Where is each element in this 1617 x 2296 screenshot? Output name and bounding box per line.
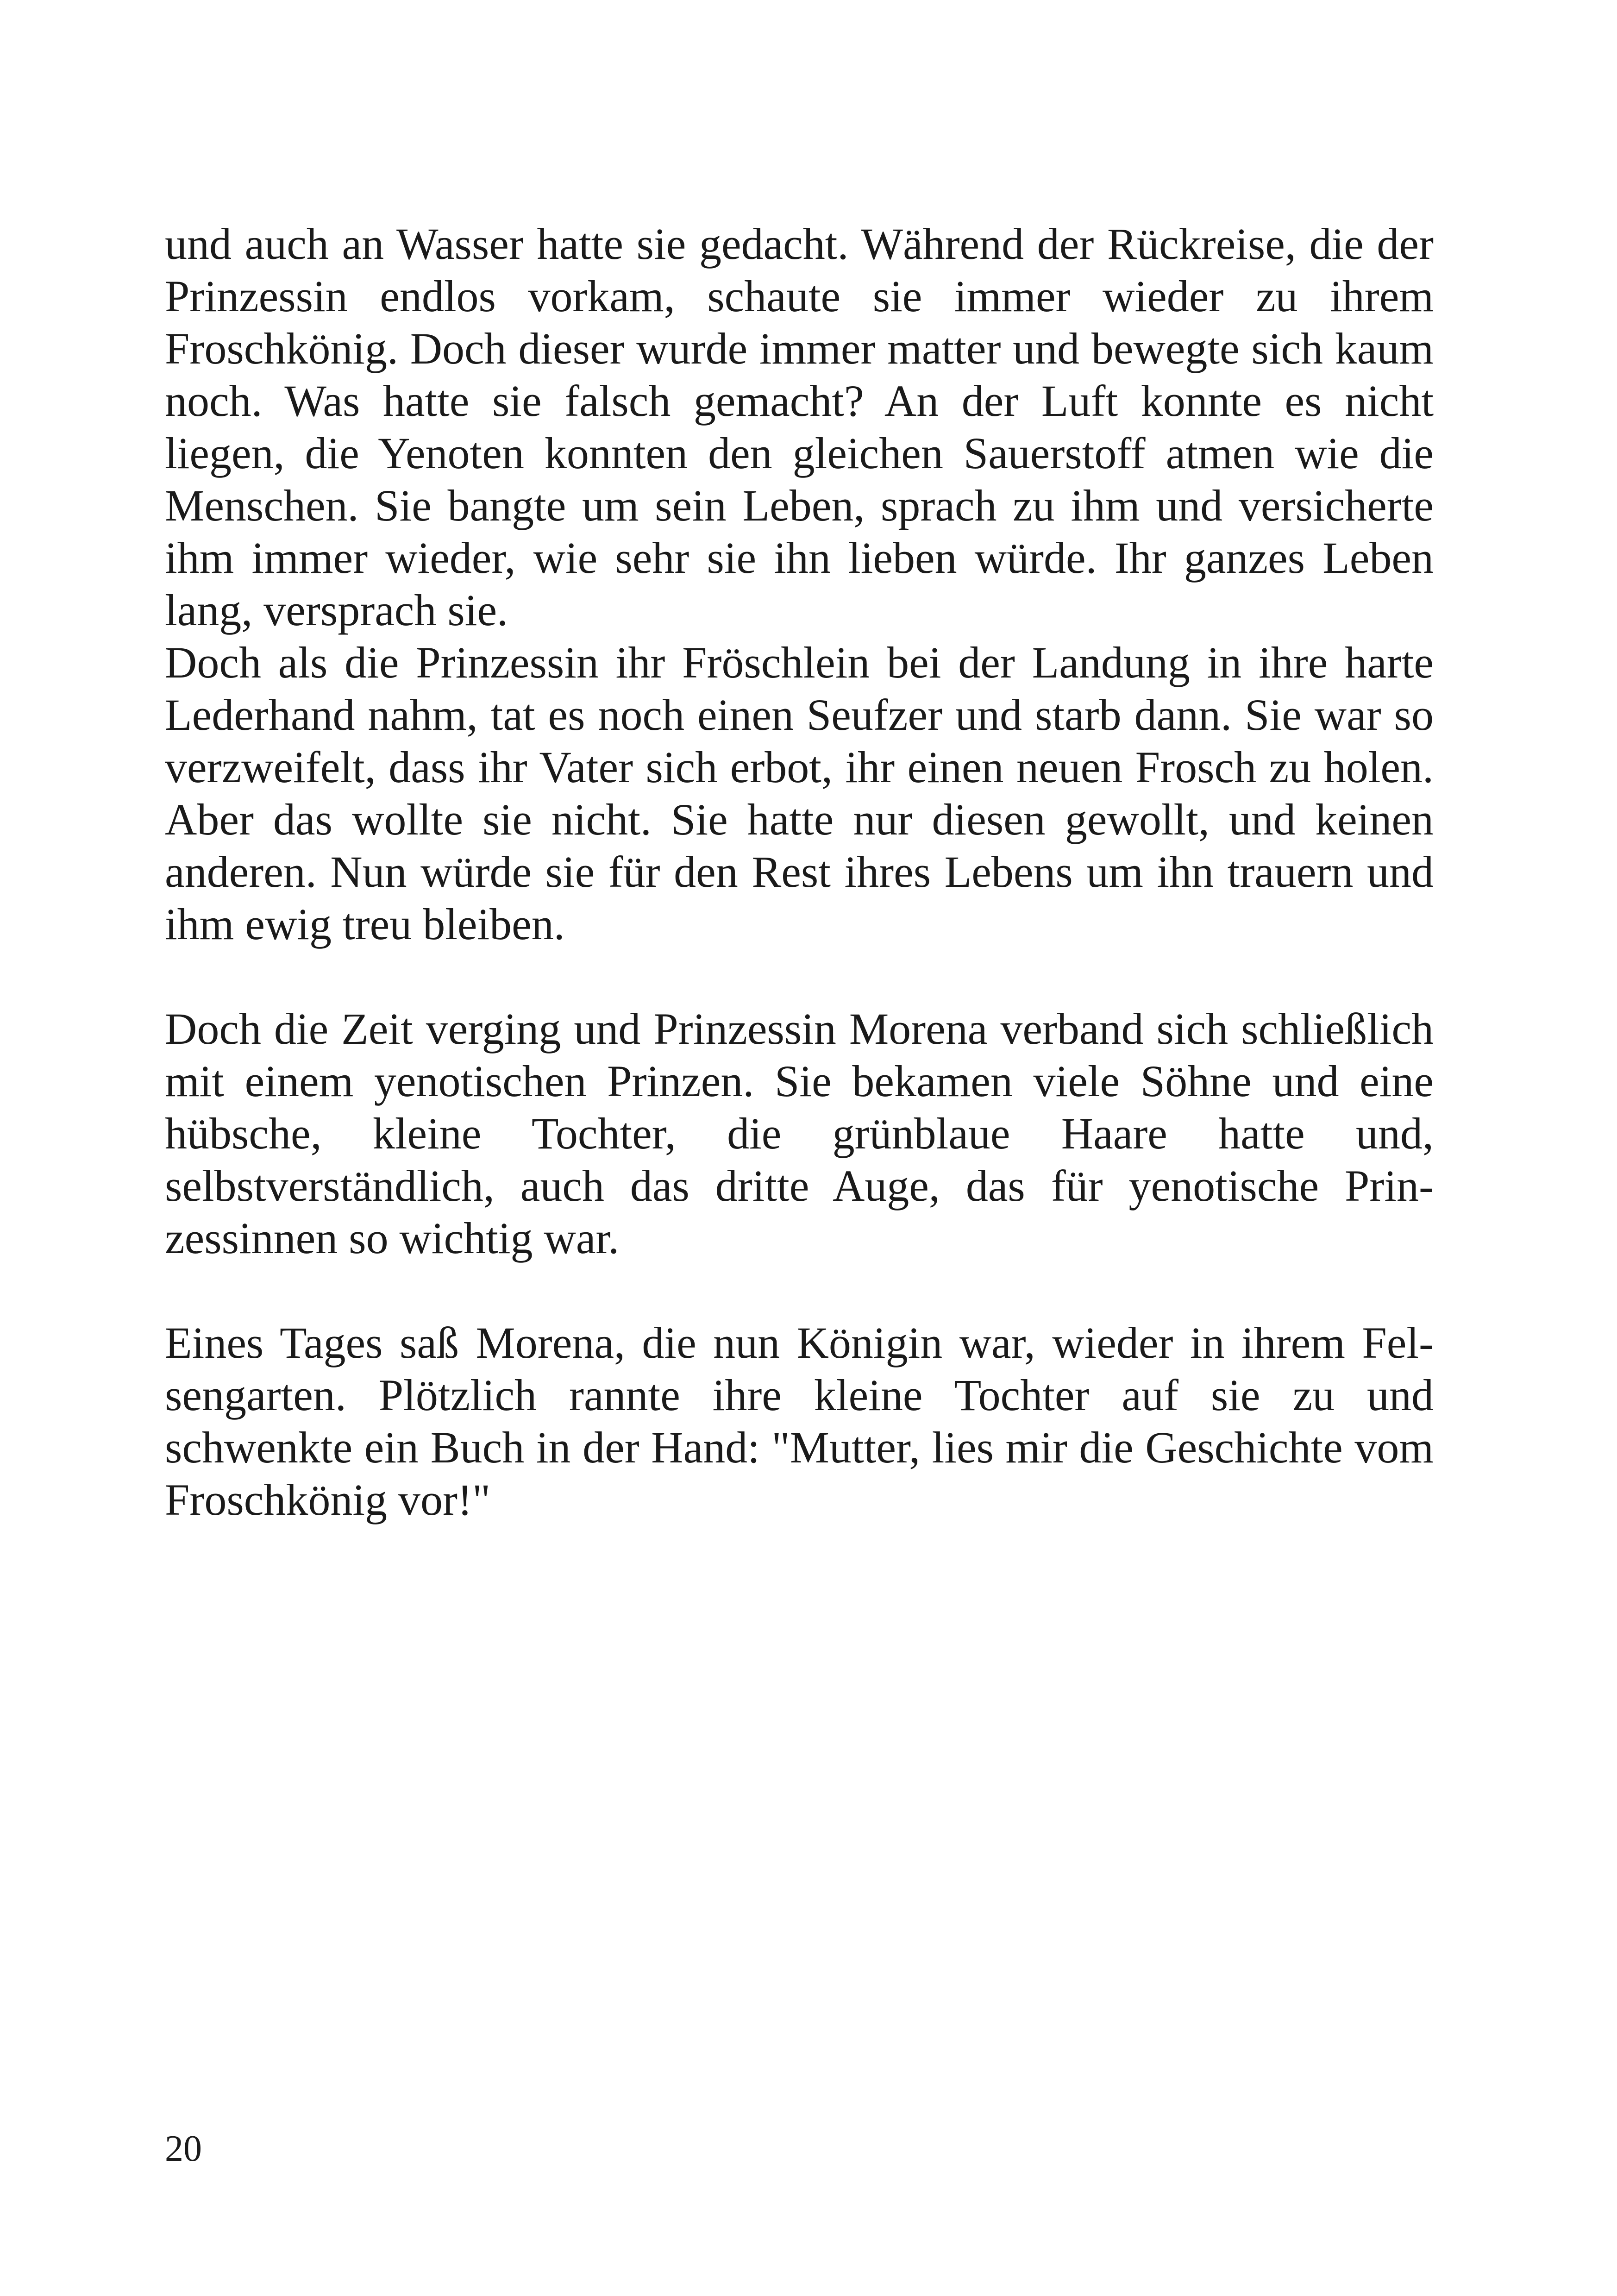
paragraph: Doch die Zeit verging und Prinzessin Morena verband sich schließlich mit einem yenotischen Prinzen. Sie bekamen viele Söhne und eine hübsche, kleine Tochter, die grünblaue Haare hatte und, selbstverständlich, auch das dritte Auge, das für yenotische Prinzessinnen so wichtig war. bbox=[165, 1004, 1434, 1263]
paragraph: Doch als die Prinzessin ihr Fröschlein bei der Landung in ihre harte Lederhand nahm, tat es noch einen Seufzer und starb dann. Sie war so verzweifelt, dass ihr Vater sich erbot, ihr einen neuen Frosch zu holen. Aber das wollte sie nicht. Sie hatte nur diesen gewollt, und keinen anderen. Nun würde sie für den Rest ihres Lebens um ihn trauern und ihm ewig treu bleiben. bbox=[165, 638, 1434, 949]
paragraph: Eines Tages saß Morena, die nun Königin war, wieder in ihrem Felsengarten. Plötzlich rannte ihre kleine Tochter auf sie zu und schwenkte ein Buch in der Hand: "Mutter, lies mir die Geschichte vom Froschkönig vor!" bbox=[165, 1318, 1434, 1524]
paragraph: und auch an Wasser hatte sie gedacht. Während der Rückreise, die der Prinzessin endlos vorkam, schaute sie immer wieder zu ihrem Froschkönig. Doch dieser wurde immer matter und bewegte sich kaum noch. Was hatte sie falsch gemacht? An der Luft konnte es nicht liegen, die Yenoten konnten den gleichen Sauerstoff atmen wie die Menschen. Sie bangte um sein Leben, sprach zu ihm und versicherte ihm immer wieder, wie sehr sie ihn lieben würde. Ihr ganzes Leben lang, versprach sie. bbox=[165, 219, 1434, 635]
page-number: 20 bbox=[165, 2128, 202, 2169]
body-text bbox=[165, 218, 1434, 1526]
